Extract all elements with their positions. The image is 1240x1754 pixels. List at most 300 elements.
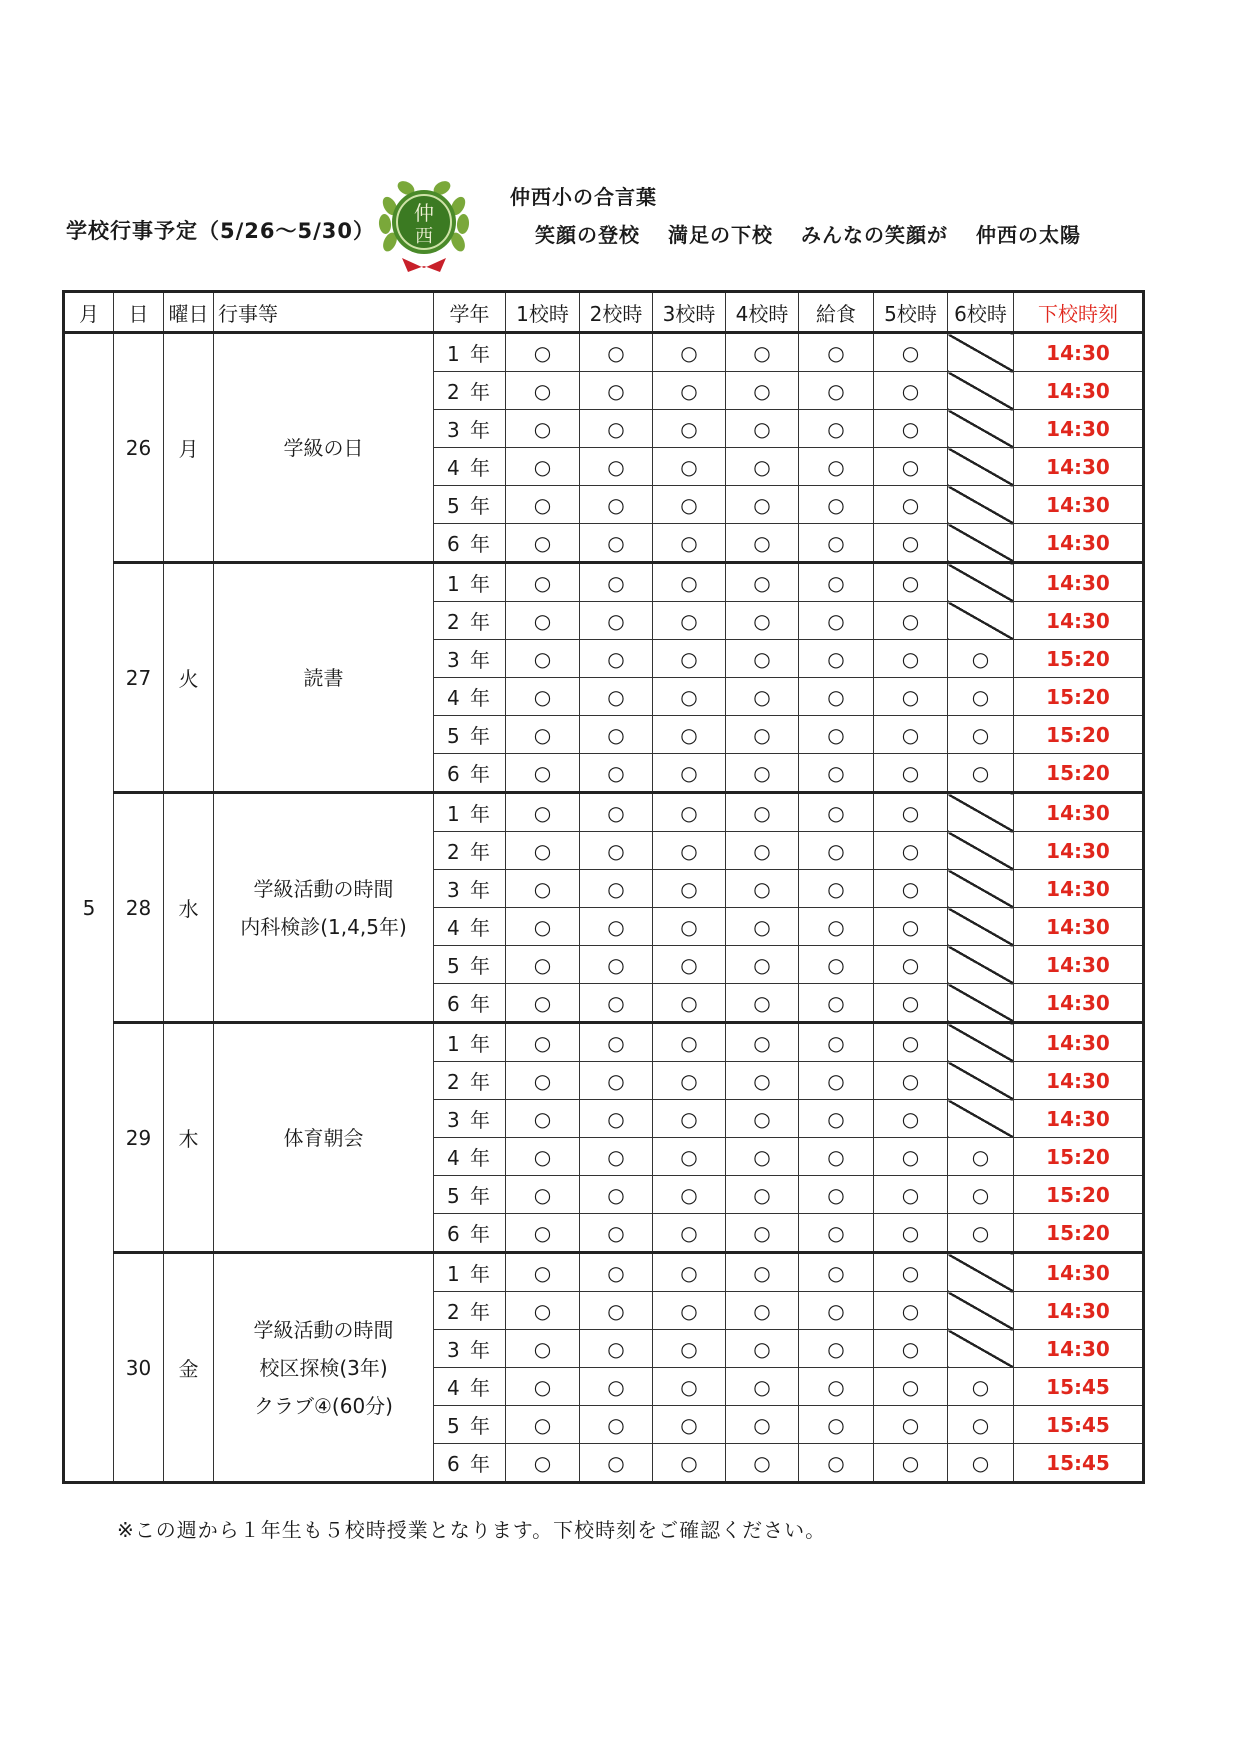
class-mark: ○ (506, 870, 580, 908)
class-mark: ○ (726, 793, 799, 832)
class-mark: ○ (799, 448, 874, 486)
class-mark: ○ (874, 1214, 948, 1253)
class-mark: ○ (874, 410, 948, 448)
motto-part-1: 笑顔の登校 (535, 223, 640, 247)
grade-cell: 1 年 (434, 1253, 506, 1292)
class-mark: ○ (874, 1406, 948, 1444)
event-item: クラブ④(60分) (254, 1393, 393, 1418)
date-cell: 26 (114, 333, 164, 563)
weekday-cell: 木 (164, 1023, 214, 1253)
class-mark: ○ (726, 1100, 799, 1138)
class-mark: ○ (580, 486, 653, 524)
class-mark: ○ (506, 1444, 580, 1483)
class-mark: ○ (506, 754, 580, 793)
class-mark: ○ (653, 1406, 726, 1444)
class-mark: ○ (580, 678, 653, 716)
class-mark: ○ (580, 563, 653, 602)
date-cell: 29 (114, 1023, 164, 1253)
class-mark: ○ (874, 640, 948, 678)
grade-cell: 4 年 (434, 1138, 506, 1176)
grade-cell: 5 年 (434, 946, 506, 984)
class-mark: ○ (506, 1214, 580, 1253)
grade-cell: 3 年 (434, 870, 506, 908)
class-mark: ○ (799, 870, 874, 908)
class-mark: ○ (506, 946, 580, 984)
school-emblem-icon (376, 176, 472, 276)
class-mark: ○ (506, 1330, 580, 1368)
header-row (64, 292, 1144, 333)
class-mark: ○ (948, 1138, 1014, 1176)
class-mark: ○ (506, 1368, 580, 1406)
class-mark: ○ (653, 984, 726, 1023)
class-mark: ○ (580, 908, 653, 946)
class-mark: ○ (506, 1176, 580, 1214)
class-mark: ○ (874, 372, 948, 410)
footnote: ※この週から１年生も５校時授業となります。下校時刻をご確認ください。 (117, 1518, 827, 1542)
logo-char-2: 西 (415, 226, 433, 247)
class-mark: ○ (874, 1100, 948, 1138)
col-header-period-1: 1校時 (506, 292, 580, 333)
dismissal-time: 14:30 (1014, 602, 1144, 640)
class-mark: ○ (580, 870, 653, 908)
class-mark: ○ (580, 946, 653, 984)
weekday-cell: 水 (164, 793, 214, 1023)
dismissal-time: 14:30 (1014, 984, 1144, 1023)
class-mark: ○ (580, 448, 653, 486)
class-mark: ○ (799, 1368, 874, 1406)
grade-cell: 3 年 (434, 1330, 506, 1368)
dismissal-time: 14:30 (1014, 908, 1144, 946)
class-mark: ○ (653, 1176, 726, 1214)
motto-heading: 仲西小の合言葉 (510, 185, 657, 209)
class-mark: ○ (506, 678, 580, 716)
class-mark: ○ (726, 410, 799, 448)
class-mark: ○ (799, 1330, 874, 1368)
dismissal-time: 14:30 (1014, 832, 1144, 870)
class-mark: ○ (506, 908, 580, 946)
class-mark: ○ (799, 563, 874, 602)
grade-cell: 6 年 (434, 754, 506, 793)
no-class-slash (948, 946, 1014, 984)
class-mark: ○ (726, 678, 799, 716)
dismissal-time: 14:30 (1014, 372, 1144, 410)
class-mark: ○ (580, 524, 653, 563)
class-mark: ○ (799, 410, 874, 448)
class-mark: ○ (653, 563, 726, 602)
class-mark: ○ (506, 524, 580, 563)
class-mark: ○ (653, 602, 726, 640)
grade-cell: 1 年 (434, 1023, 506, 1062)
table-row (64, 1023, 1144, 1062)
class-mark: ○ (726, 602, 799, 640)
weekday-cell: 火 (164, 563, 214, 793)
dismissal-time: 15:20 (1014, 1214, 1144, 1253)
class-mark: ○ (726, 1176, 799, 1214)
class-mark: ○ (726, 640, 799, 678)
date-cell: 30 (114, 1253, 164, 1483)
events-cell (214, 1023, 434, 1253)
class-mark: ○ (580, 410, 653, 448)
class-mark: ○ (653, 448, 726, 486)
class-mark: ○ (653, 1444, 726, 1483)
event-item: 学級活動の時間 (253, 876, 394, 901)
class-mark: ○ (799, 1292, 874, 1330)
class-mark: ○ (799, 754, 874, 793)
class-mark: ○ (948, 1368, 1014, 1406)
class-mark: ○ (653, 946, 726, 984)
class-mark: ○ (653, 870, 726, 908)
class-mark: ○ (580, 640, 653, 678)
class-mark: ○ (726, 1062, 799, 1100)
class-mark: ○ (799, 333, 874, 372)
class-mark: ○ (799, 602, 874, 640)
class-mark: ○ (506, 1023, 580, 1062)
dismissal-time: 15:20 (1014, 1176, 1144, 1214)
class-mark: ○ (580, 1214, 653, 1253)
class-mark: ○ (726, 984, 799, 1023)
grade-cell: 3 年 (434, 410, 506, 448)
class-mark: ○ (653, 678, 726, 716)
grade-cell: 2 年 (434, 1292, 506, 1330)
class-mark: ○ (799, 793, 874, 832)
class-mark: ○ (948, 1176, 1014, 1214)
col-header-grade: 学年 (434, 292, 506, 333)
grade-cell: 4 年 (434, 908, 506, 946)
date-cell: 27 (114, 563, 164, 793)
class-mark: ○ (653, 793, 726, 832)
class-mark: ○ (653, 908, 726, 946)
dismissal-time: 15:20 (1014, 754, 1144, 793)
class-mark: ○ (799, 1214, 874, 1253)
col-header-day: 日 (114, 292, 164, 333)
class-mark: ○ (874, 448, 948, 486)
class-mark: ○ (653, 640, 726, 678)
grade-cell: 1 年 (434, 793, 506, 832)
class-mark: ○ (874, 1292, 948, 1330)
class-mark: ○ (580, 1330, 653, 1368)
motto-part-4: 仲西の太陽 (976, 223, 1081, 247)
dismissal-time: 14:30 (1014, 563, 1144, 602)
class-mark: ○ (799, 984, 874, 1023)
motto-line (535, 219, 1109, 248)
class-mark: ○ (506, 640, 580, 678)
class-mark: ○ (874, 1176, 948, 1214)
class-mark: ○ (653, 333, 726, 372)
class-mark: ○ (726, 524, 799, 563)
col-header-month: 月 (64, 292, 114, 333)
class-mark: ○ (726, 372, 799, 410)
class-mark: ○ (580, 333, 653, 372)
event-item: 学級の日 (283, 435, 364, 460)
class-mark: ○ (580, 602, 653, 640)
class-mark: ○ (874, 1062, 948, 1100)
event-item: 校区探検(3年) (259, 1355, 388, 1380)
class-mark: ○ (799, 372, 874, 410)
dismissal-time: 15:45 (1014, 1444, 1144, 1483)
class-mark: ○ (874, 1138, 948, 1176)
class-mark: ○ (948, 716, 1014, 754)
class-mark: ○ (874, 832, 948, 870)
class-mark: ○ (580, 1292, 653, 1330)
class-mark: ○ (506, 602, 580, 640)
table-row (64, 793, 1144, 832)
class-mark: ○ (799, 640, 874, 678)
class-mark: ○ (506, 563, 580, 602)
class-mark: ○ (874, 1253, 948, 1292)
class-mark: ○ (799, 1023, 874, 1062)
class-mark: ○ (653, 1330, 726, 1368)
class-mark: ○ (726, 1406, 799, 1444)
class-mark: ○ (799, 1253, 874, 1292)
class-mark: ○ (580, 1100, 653, 1138)
col-header-period-4: 4校時 (726, 292, 799, 333)
class-mark: ○ (726, 946, 799, 984)
class-mark: ○ (580, 1176, 653, 1214)
dismissal-time: 15:20 (1014, 678, 1144, 716)
class-mark: ○ (726, 1138, 799, 1176)
class-mark: ○ (580, 793, 653, 832)
col-header-weekday: 曜日 (164, 292, 214, 333)
class-mark: ○ (726, 486, 799, 524)
class-mark: ○ (580, 754, 653, 793)
col-header-period-3: 3校時 (653, 292, 726, 333)
class-mark: ○ (799, 1444, 874, 1483)
page-title: 学校行事予定（5/26〜5/30） (66, 219, 376, 243)
class-mark: ○ (580, 1406, 653, 1444)
class-mark: ○ (799, 1406, 874, 1444)
class-mark: ○ (506, 1253, 580, 1292)
class-mark: ○ (948, 754, 1014, 793)
class-mark: ○ (799, 1176, 874, 1214)
class-mark: ○ (653, 754, 726, 793)
grade-cell: 6 年 (434, 1214, 506, 1253)
col-header-dismissal: 下校時刻 (1014, 292, 1144, 333)
class-mark: ○ (799, 1062, 874, 1100)
no-class-slash (948, 410, 1014, 448)
class-mark: ○ (653, 1368, 726, 1406)
no-class-slash (948, 984, 1014, 1023)
grade-cell: 6 年 (434, 524, 506, 563)
class-mark: ○ (726, 1023, 799, 1062)
class-mark: ○ (506, 333, 580, 372)
event-item: 内科検診(1,4,5年) (240, 914, 407, 939)
no-class-slash (948, 524, 1014, 563)
class-mark: ○ (580, 1062, 653, 1100)
grade-cell: 2 年 (434, 832, 506, 870)
grade-cell: 5 年 (434, 486, 506, 524)
grade-cell: 5 年 (434, 1176, 506, 1214)
events-cell (214, 333, 434, 563)
class-mark: ○ (726, 832, 799, 870)
class-mark: ○ (874, 870, 948, 908)
date-cell: 28 (114, 793, 164, 1023)
class-mark: ○ (580, 1368, 653, 1406)
col-header-period-5: 5校時 (874, 292, 948, 333)
col-header-period-2: 2校時 (580, 292, 653, 333)
no-class-slash (948, 1292, 1014, 1330)
grade-cell: 6 年 (434, 1444, 506, 1483)
dismissal-time: 14:30 (1014, 1062, 1144, 1100)
class-mark: ○ (506, 410, 580, 448)
class-mark: ○ (874, 602, 948, 640)
class-mark: ○ (506, 1100, 580, 1138)
schedule-body (64, 333, 1144, 1483)
class-mark: ○ (653, 1214, 726, 1253)
class-mark: ○ (653, 1253, 726, 1292)
dismissal-time: 14:30 (1014, 1253, 1144, 1292)
class-mark: ○ (799, 832, 874, 870)
event-item: 体育朝会 (283, 1125, 364, 1150)
class-mark: ○ (874, 946, 948, 984)
class-mark: ○ (506, 448, 580, 486)
class-mark: ○ (799, 486, 874, 524)
class-mark: ○ (948, 1444, 1014, 1483)
dismissal-time: 15:20 (1014, 1138, 1144, 1176)
class-mark: ○ (726, 870, 799, 908)
col-header-events: 行事等 (214, 292, 434, 333)
grade-cell: 5 年 (434, 1406, 506, 1444)
no-class-slash (948, 870, 1014, 908)
class-mark: ○ (506, 372, 580, 410)
grade-cell: 4 年 (434, 678, 506, 716)
grade-cell: 4 年 (434, 448, 506, 486)
month-cell: 5 (64, 333, 114, 1483)
class-mark: ○ (948, 1406, 1014, 1444)
class-mark: ○ (653, 716, 726, 754)
dismissal-time: 14:30 (1014, 448, 1144, 486)
motto-part-3: みんなの笑顔が (801, 223, 948, 247)
class-mark: ○ (874, 524, 948, 563)
dismissal-time: 14:30 (1014, 524, 1144, 563)
no-class-slash (948, 563, 1014, 602)
class-mark: ○ (799, 1138, 874, 1176)
grade-cell: 1 年 (434, 563, 506, 602)
class-mark: ○ (874, 754, 948, 793)
class-mark: ○ (653, 486, 726, 524)
class-mark: ○ (726, 716, 799, 754)
class-mark: ○ (874, 563, 948, 602)
class-mark: ○ (653, 1062, 726, 1100)
events-cell (214, 793, 434, 1023)
table-row (64, 333, 1144, 372)
class-mark: ○ (653, 1292, 726, 1330)
no-class-slash (948, 1330, 1014, 1368)
grade-cell: 3 年 (434, 640, 506, 678)
class-mark: ○ (799, 946, 874, 984)
class-mark: ○ (653, 524, 726, 563)
dismissal-time: 15:45 (1014, 1368, 1144, 1406)
grade-cell: 2 年 (434, 602, 506, 640)
table-row (64, 1253, 1144, 1292)
class-mark: ○ (506, 1138, 580, 1176)
class-mark: ○ (506, 1062, 580, 1100)
class-mark: ○ (948, 640, 1014, 678)
dismissal-time: 14:30 (1014, 1292, 1144, 1330)
class-mark: ○ (948, 1214, 1014, 1253)
class-mark: ○ (580, 716, 653, 754)
class-mark: ○ (726, 1368, 799, 1406)
class-mark: ○ (506, 1292, 580, 1330)
no-class-slash (948, 1062, 1014, 1100)
class-mark: ○ (506, 716, 580, 754)
class-mark: ○ (874, 486, 948, 524)
grade-cell: 1 年 (434, 333, 506, 372)
events-cell (214, 563, 434, 793)
no-class-slash (948, 486, 1014, 524)
class-mark: ○ (874, 1368, 948, 1406)
grade-cell: 2 年 (434, 372, 506, 410)
dismissal-time: 14:30 (1014, 793, 1144, 832)
class-mark: ○ (874, 678, 948, 716)
dismissal-time: 14:30 (1014, 1330, 1144, 1368)
no-class-slash (948, 1253, 1014, 1292)
class-mark: ○ (653, 1138, 726, 1176)
class-mark: ○ (874, 716, 948, 754)
no-class-slash (948, 908, 1014, 946)
class-mark: ○ (506, 486, 580, 524)
class-mark: ○ (580, 372, 653, 410)
schedule-table (62, 290, 1145, 1484)
class-mark: ○ (653, 1100, 726, 1138)
class-mark: ○ (580, 1444, 653, 1483)
class-mark: ○ (726, 1330, 799, 1368)
dismissal-time: 14:30 (1014, 410, 1144, 448)
dismissal-time: 15:45 (1014, 1406, 1144, 1444)
class-mark: ○ (874, 984, 948, 1023)
no-class-slash (948, 793, 1014, 832)
grade-cell: 2 年 (434, 1062, 506, 1100)
class-mark: ○ (874, 1023, 948, 1062)
class-mark: ○ (726, 754, 799, 793)
class-mark: ○ (506, 1406, 580, 1444)
grade-cell: 6 年 (434, 984, 506, 1023)
class-mark: ○ (874, 793, 948, 832)
class-mark: ○ (799, 908, 874, 946)
no-class-slash (948, 448, 1014, 486)
table-row (64, 563, 1144, 602)
event-item: 読書 (303, 665, 344, 690)
class-mark: ○ (580, 984, 653, 1023)
dismissal-time: 14:30 (1014, 1100, 1144, 1138)
events-cell (214, 1253, 434, 1483)
grade-cell: 5 年 (434, 716, 506, 754)
class-mark: ○ (726, 908, 799, 946)
weekday-cell: 月 (164, 333, 214, 563)
motto-part-2: 満足の下校 (668, 223, 773, 247)
class-mark: ○ (874, 333, 948, 372)
class-mark: ○ (799, 678, 874, 716)
class-mark: ○ (726, 563, 799, 602)
dismissal-time: 14:30 (1014, 946, 1144, 984)
dismissal-time: 15:20 (1014, 716, 1144, 754)
no-class-slash (948, 333, 1014, 372)
no-class-slash (948, 602, 1014, 640)
grade-cell: 3 年 (434, 1100, 506, 1138)
dismissal-time: 14:30 (1014, 486, 1144, 524)
dismissal-time: 14:30 (1014, 333, 1144, 372)
class-mark: ○ (726, 1214, 799, 1253)
class-mark: ○ (948, 678, 1014, 716)
class-mark: ○ (580, 1023, 653, 1062)
class-mark: ○ (506, 793, 580, 832)
class-mark: ○ (653, 410, 726, 448)
logo-char-1: 仲 (414, 201, 434, 225)
class-mark: ○ (653, 1023, 726, 1062)
event-item: 学級活動の時間 (253, 1317, 394, 1342)
class-mark: ○ (799, 524, 874, 563)
no-class-slash (948, 372, 1014, 410)
class-mark: ○ (874, 908, 948, 946)
